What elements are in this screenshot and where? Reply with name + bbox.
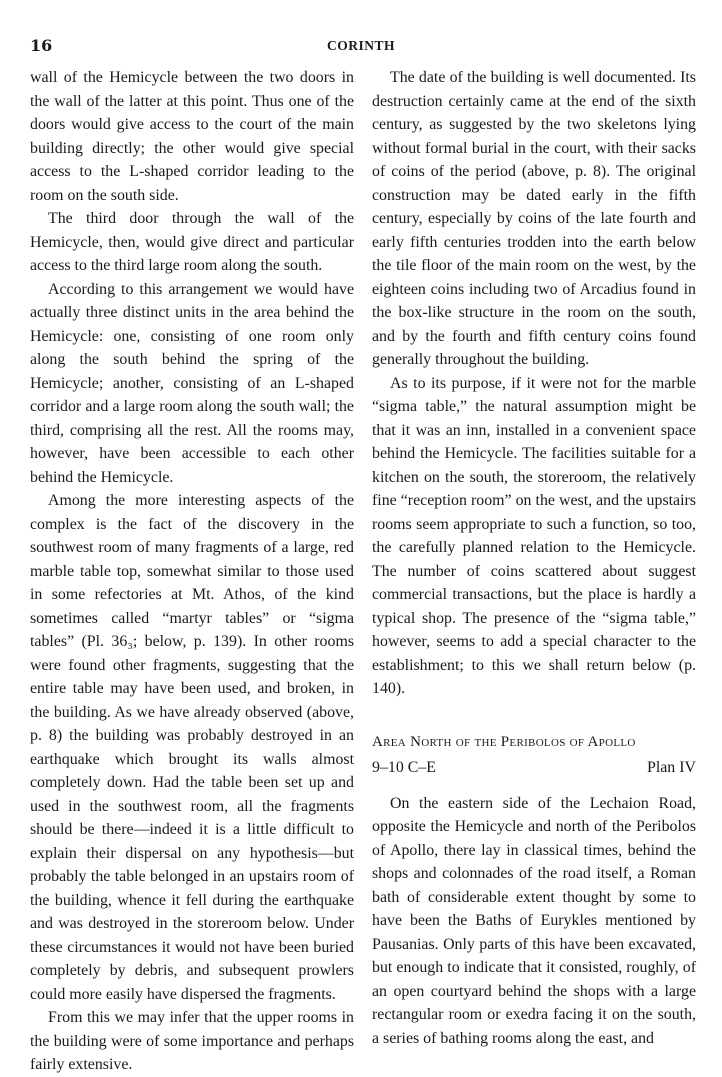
page-number: 16 xyxy=(30,36,53,55)
paragraph: On the eastern side of the Lechaion Road, opposite the Hemicycle and north of the Peribolos of Apollo, there lay in classical times, behind the shops and colonnades of the road itself, a Roman bath of considerable extent thought by some to have been the Baths of Eurykles mentioned by Pausanias. Only parts of this have been excavated, but enough to indicate that it consisted, roughly, of an open courtyard behind the shops with a large rectangular room or exedra facing it on the south, a series of bathing rooms along the east, and xyxy=(372,794,696,1047)
section-reference xyxy=(372,756,696,780)
paragraph: According to this arrangement we would have actually three distinct units in the area behind the Hemicycle: one, consisting of one room only along the south behind the spring of the Hemicycle; another, consisting of an L-shaped corridor and a large room along the south wall; the third, comprising all the rest. All the rooms may, however, have been accessible to each other behind the Hemicycle. xyxy=(30,280,354,486)
paragraph: As to its purpose, if it were not for the marble “sigma table,” the natural assumption might be that it was an inn, installed in a convenient space behind the Hemicycle. The facilities suitable for a kitchen on the south, the storeroom, the relatively fine “reception room” on the west, and the upstairs rooms seem appropriate to such a function, so too, the carefully planned relation to the Hemicycle. The number of coins scattered about suggest commercial transactions, but the place is hardly a typical shop. The presence of the “sigma table,” however, seems to add a special character to the establishment; to this we shall return below (p. 140). xyxy=(372,374,696,697)
paragraph: Among the more interesting aspects of the complex is the fact of the discovery in the southwest room of many fragments of a large, red marble table top, somewhat similar to those used in some refectories at Mt. Athos, of the kind sometimes called “martyr tables” or “sigma tables” (Pl. 36₃; below, p. 139). In other rooms were found other fragments, suggesting that the entire table may have been used, and broken, in the building. As we have already observed (above, p. 8) the building was probably destroyed in an earthquake which brought its walls almost completely down. Had the table been set up and used in the southwest room, all the fragments should be there—indeed it is a little difficult to explain their dispersal on any hypothesis—but probably the table belonged in an upstairs room of the building, whence it fell during the earthquake and was destroyed in the storeroom below. Under these circumstances it would not have been buried completely by debris, and subsequent prowlers could more easily have dispersed the fragments. xyxy=(30,492,354,1003)
left-column xyxy=(30,66,354,1077)
section-heading: Area North of the Peribolos of Apollo xyxy=(372,733,636,750)
paragraph: The third door through the wall of the Hemicycle, then, would give direct and particular access to the third large room along the south. xyxy=(30,210,354,274)
paragraph: wall of the Hemicycle between the two doors in the wall of the latter at this point. Thus one of the doors would give access to the court of the main building directly; the other would give special access to the L-shaped corridor leading to the room on the south side. xyxy=(30,69,354,204)
grid-reference: 9–10 C–E xyxy=(372,759,437,776)
plan-reference: Plan IV xyxy=(647,759,696,776)
paragraph: From this we may infer that the upper rooms in the building were of some importance and perhaps fairly extensive. xyxy=(30,1009,354,1073)
running-title: CORINTH xyxy=(326,38,395,53)
right-column xyxy=(372,66,696,1050)
paragraph: The date of the building is well documented. Its destruction certainly came at the end of the sixth century, as suggested by the two skeletons lying without formal burial in the court, with their sacks of coins of the period (above, p. 8). The original construction may be dated early in the fifth century, especially by coins of the late fourth and early fifth centuries trodden into the earth below the tile floor of the main room on the west, by the eighteen coins including two of Arcadius found in the box-like structure in the room on the south, and by the fourth and fifth century coins found generally throughout the building. xyxy=(372,69,696,368)
